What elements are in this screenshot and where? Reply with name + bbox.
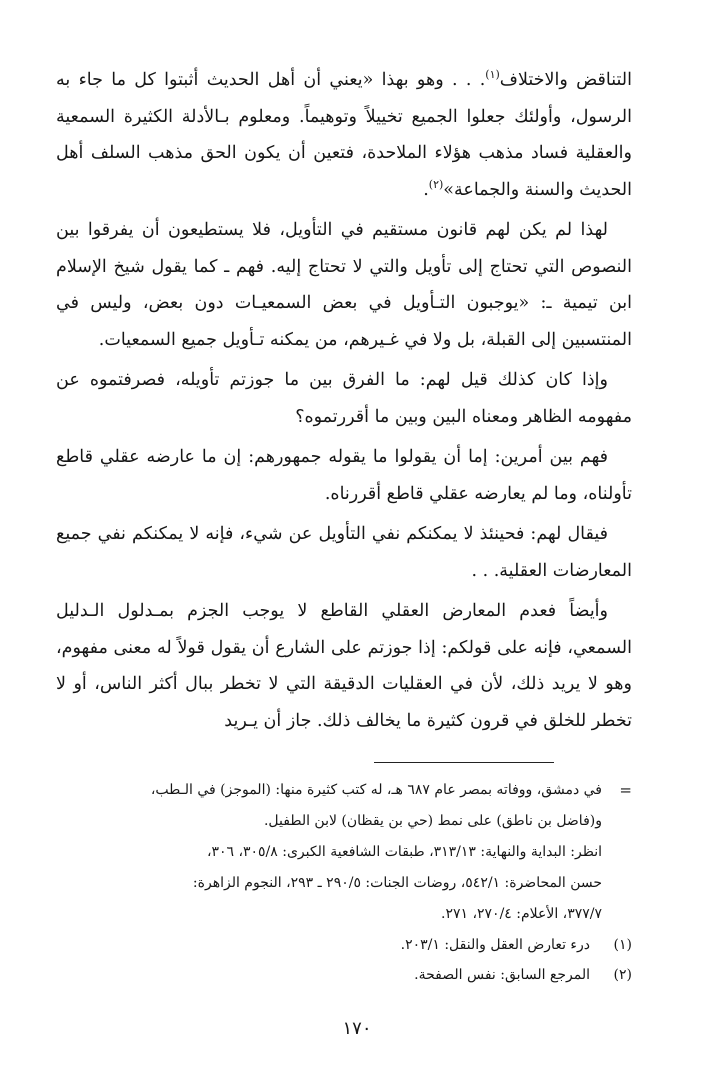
paragraph-1-body: . . . وهو بهذا «يعني أن أهل الحديث أثبتوا كل ما جاء به الرسول، وأولئك جعلوا الجميع تخييلاً وتوهيماً. ومعلوم بـالأدلة الكثيرة السمعية والعقلية فساد مذهب هؤلاء الملاحدة، فتعين أن يكون الحق مذهب السلف أهل الحديث والسنة والجماعة» [56, 70, 632, 200]
paragraph-1-start: التناقض والاختلاف [499, 70, 632, 90]
paragraph-5: فيقال لهم: فحينئذ لا يمكنكم نفي التأويل عن شيء، فإنه لا يمكنكم نفي جميع المعارضات العقلية. . . [56, 524, 632, 581]
page-number: ١٧٠ [342, 1018, 372, 1039]
footnote-ref-1[interactable]: (١) [485, 68, 500, 82]
paragraph-3: وإذا كان كذلك قيل لهم: ما الفرق بين ما جوزتم تأويله، فصرفتموه عن مفهومه الظاهر ومعناه البين وبين ما أقررتموه؟ [56, 370, 632, 427]
footnote-2 [56, 960, 632, 990]
footnote-number: (٢) [613, 967, 632, 983]
paragraph-6: وأيضاً فعدم المعارض العقلي القاطع لا يوجب الجزم بمـدلول الـدليل السمعي، فإنه على قولكم: إذا جوزتم على الشارع أن يقول قولاً له معنى مفهوم، وهو لا يريد ذلك، لأن في العقليات الدقيقة التي لا تخطر ببال أكثر الناس، أو لا تخطر للخلق في قرون كثيرة ما يخالف ذلك. جاز أن يـريد [56, 601, 632, 731]
footnote-1 [56, 930, 632, 960]
main-text [56, 62, 632, 739]
paragraph-1 [56, 62, 632, 208]
paragraph-1-end: . [423, 179, 429, 200]
footnote-line: انظر: البداية والنهاية: ٣١٣/١٣، طبقات الشافعية الكبرى: ٣٠٥/٨، ٣٠٦، [206, 844, 602, 860]
footnotes [56, 775, 632, 990]
footnote-text: درء تعارض العقل والنقل: ٢٠٣/١. [400, 937, 590, 953]
footnote-number: (١) [613, 937, 632, 953]
footnote-continuation [56, 775, 632, 930]
footnote-continuation-body [56, 775, 602, 930]
footnote-ref-2[interactable]: (٢) [428, 177, 444, 191]
footnote-text: المرجع السابق: نفس الصفحة. [414, 967, 590, 983]
footnote-separator [374, 762, 554, 763]
footnote-line: في دمشق، ووفاته بمصر عام ٦٨٧ هـ، له كتب كثيرة منها: (الموجز) في الـطب، [150, 782, 602, 798]
footnote-line: و(فاضل بن ناطق) على نمط (حي بن يقظان) لابن الطفيل. [263, 813, 602, 829]
paragraph-4: فهم بين أمرين: إما أن يقولوا ما يقوله جمهورهم: إن ما عارضه عقلي قاطع تأولناه، وما لم يعارضه عقلي قاطع أقررناه. [56, 447, 632, 504]
paragraph-2: لهذا لم يكن لهم قانون مستقيم في التأويل، فلا يستطيعون أن يفرقوا بين النصوص التي تحتاج إلى تأويل والتي لا تحتاج إليه. فهم ـ كما يقول شيخ الإسلام ابن تيمية ـ: «يوجبون التـأويل في بعض السمعيـات دون بعض، وليس في المنتسبين إلى القبلة، بل ولا في غـيرهم، من يمكنه تـأويل جميع السمعيات. [56, 220, 632, 350]
continuation-mark: = [619, 781, 632, 799]
footnote-line: ٣٧٧/٧، الأعلام: ٢٧٠/٤، ٢٧١. [441, 906, 602, 922]
footnote-line: حسن المحاضرة: ٥٤٢/١، روضات الجنات: ٢٩٠/٥ ـ ٢٩٣، النجوم الزاهرة: [192, 875, 602, 891]
